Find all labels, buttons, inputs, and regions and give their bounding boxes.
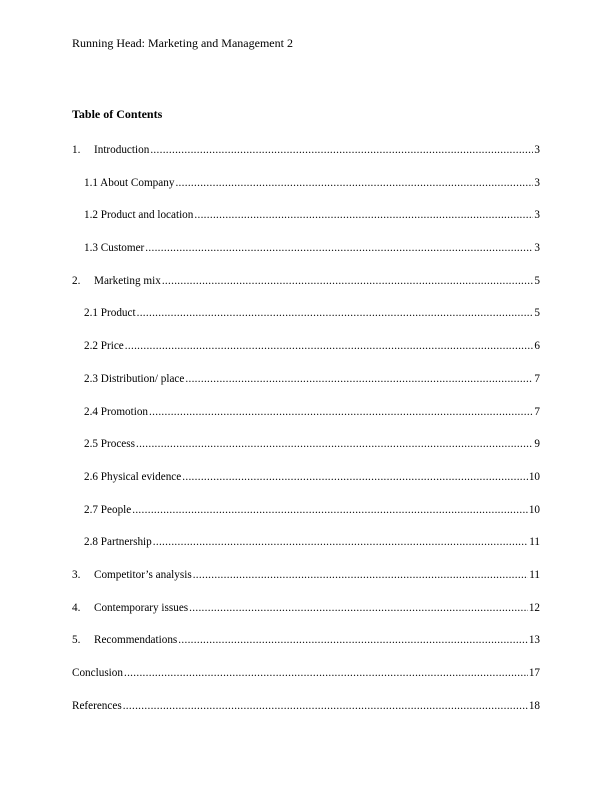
toc-heading: Table of Contents: [72, 107, 163, 121]
toc-entry-title: 2.1 Product: [84, 307, 136, 320]
running-head: Running Head: Marketing and Management 2: [72, 36, 293, 50]
toc-entry-title: 2.7 People: [84, 503, 132, 516]
toc-dot-leader: [162, 274, 534, 288]
toc-entry[interactable]: [72, 601, 540, 634]
toc-entry[interactable]: [72, 143, 540, 176]
toc-entry-page-number: 3: [534, 144, 540, 156]
toc-entry[interactable]: [72, 405, 540, 438]
toc-dot-leader: [178, 633, 528, 647]
toc-entry-page-number: 11: [529, 536, 540, 549]
toc-entry-page-number: 5: [534, 307, 540, 320]
toc-entry[interactable]: [72, 503, 540, 536]
toc-dot-leader: [150, 143, 533, 157]
toc-dot-leader: [175, 176, 533, 190]
toc-entry[interactable]: [72, 633, 540, 666]
toc-entry[interactable]: [72, 274, 540, 307]
toc-entry-title: 2.2 Price: [84, 340, 124, 353]
toc-entry[interactable]: [72, 699, 540, 732]
toc-entry-page-number: 17: [528, 667, 540, 679]
toc-dot-leader: [132, 503, 528, 517]
toc-dot-leader: [125, 339, 534, 353]
toc-entry-page-number: 9: [534, 438, 540, 451]
toc-entry-page-number: 3: [534, 176, 540, 189]
toc-entry-title: Recommendations: [94, 634, 178, 647]
toc-entry[interactable]: [72, 470, 540, 503]
toc-dot-leader: [137, 306, 534, 320]
toc-entry-page-number: 10: [528, 503, 540, 516]
toc-entry-title: Marketing mix: [94, 274, 161, 287]
toc-dot-leader: [124, 666, 528, 680]
toc-entry-page-number: 3: [534, 209, 540, 222]
toc-dot-leader: [193, 568, 529, 582]
toc-entry-page-number: 10: [528, 470, 540, 483]
toc-entry[interactable]: [72, 535, 540, 568]
toc-dot-leader: [123, 699, 528, 713]
toc-entry-page-number: 6: [534, 340, 540, 353]
toc-entry-page-number: 5: [534, 274, 540, 287]
toc-entry-title: 2.5 Process: [84, 438, 135, 451]
toc-entry-page-number: 11: [529, 568, 540, 581]
toc-entry-number: 4.: [72, 601, 81, 614]
toc-dot-leader: [185, 372, 533, 386]
toc-entry-title: 2.3 Distribution/ place: [84, 372, 185, 385]
toc-entry[interactable]: [72, 339, 540, 372]
toc-entry-title: 1.3 Customer: [84, 242, 145, 255]
toc-entry-number: 1.: [72, 144, 81, 156]
toc-entry-title: Contemporary issues: [94, 601, 189, 614]
toc-entry-title: 1.2 Product and location: [84, 209, 194, 222]
toc-entry[interactable]: [72, 306, 540, 339]
toc-entry-title: 2.6 Physical evidence: [84, 470, 182, 483]
toc-entry-number: 3.: [72, 568, 81, 581]
toc-entry-page-number: 13: [528, 634, 540, 647]
toc-entry-title: 2.4 Promotion: [84, 405, 149, 418]
toc-entry[interactable]: [72, 372, 540, 405]
table-of-contents: [72, 143, 540, 731]
toc-entry-page-number: 12: [528, 601, 540, 614]
toc-dot-leader: [194, 208, 533, 222]
toc-dot-leader: [145, 241, 533, 255]
toc-entry[interactable]: [72, 666, 540, 699]
toc-entry-page-number: 3: [534, 242, 540, 255]
toc-entry-title: Competitor’s analysis: [94, 568, 192, 581]
toc-dot-leader: [136, 437, 533, 451]
toc-entry-title: References: [72, 699, 122, 712]
toc-entry-title: Introduction: [94, 144, 150, 156]
toc-entry[interactable]: [72, 208, 540, 241]
toc-entry[interactable]: [72, 437, 540, 470]
toc-entry-page-number: 7: [534, 372, 540, 385]
toc-entry[interactable]: [72, 241, 540, 274]
toc-dot-leader: [182, 470, 528, 484]
toc-entry-page-number: 18: [528, 699, 540, 712]
toc-dot-leader: [153, 535, 528, 549]
toc-entry-title: 1.1 About Company: [84, 176, 175, 189]
toc-entry[interactable]: [72, 176, 540, 209]
toc-entry-title: 2.8 Partnership: [84, 536, 152, 549]
toc-entry[interactable]: [72, 568, 540, 601]
toc-entry-number: 5.: [72, 634, 81, 647]
toc-entry-number: 2.: [72, 274, 81, 287]
toc-entry-title: Conclusion: [72, 667, 123, 679]
toc-entry-page-number: 7: [534, 405, 540, 418]
toc-dot-leader: [149, 405, 533, 419]
toc-dot-leader: [189, 601, 528, 615]
